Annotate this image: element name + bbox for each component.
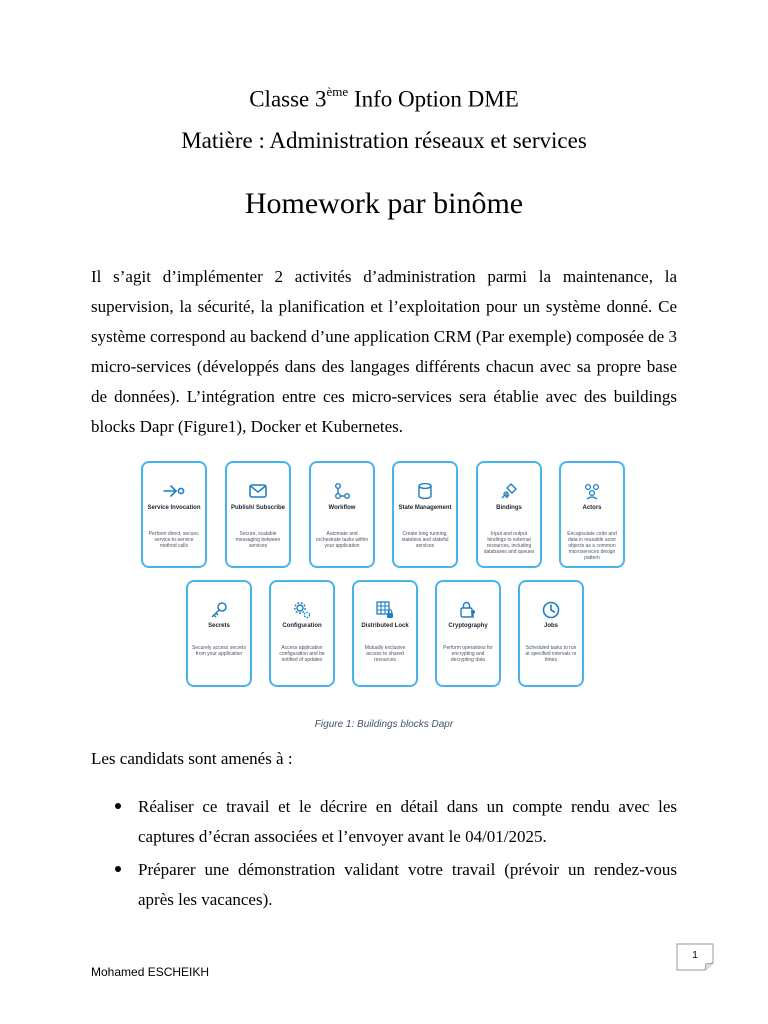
subject-heading: Matière : Administration réseaux et services (181, 128, 587, 153)
class-heading (0, 86, 768, 113)
people-group-icon (561, 481, 623, 501)
block-description: Secure, scalable messaging between services (235, 531, 281, 549)
block-description: Automate and orchestrate tasks within your application (315, 531, 369, 549)
figure-caption: Figure 1: Buildings blocks Dapr (314, 719, 454, 730)
block-title: Distributed Lock (361, 623, 409, 629)
block-description: Create long running, stateless and stateful services (401, 531, 449, 549)
arrow-right-circle-icon (143, 481, 205, 501)
document-title: Homework par binôme (244, 187, 524, 220)
block-title: Configuration (282, 623, 322, 629)
plug-icon (478, 481, 540, 501)
key-icon (188, 600, 250, 620)
bullet-icon (115, 866, 121, 872)
block-title: State Management (398, 505, 452, 511)
block-card-service-invocation (141, 461, 207, 568)
block-description: Mutually exclusive access to shared resources (364, 645, 406, 663)
block-title: Service Invocation (147, 505, 201, 511)
block-title: Bindings (496, 505, 522, 511)
block-card-workflow (309, 461, 375, 568)
candidates-lead: Les candidats sont amenés à : (91, 749, 293, 768)
block-description: Securely access secrets from your application (192, 645, 246, 657)
page-number: 1 (692, 950, 698, 961)
block-description: Scheduled tasks to run at specified intervals or times (525, 645, 577, 663)
database-icon (394, 481, 456, 501)
list-item (91, 792, 677, 852)
bullet-icon (115, 803, 121, 809)
envelope-icon (227, 481, 289, 501)
block-description: Perform direct, secure, service-to-service method calls (148, 531, 200, 549)
author-name: Mohamed ESCHEIKH (91, 965, 210, 979)
block-title: Workflow (328, 505, 356, 511)
block-title: Secrets (208, 623, 230, 629)
list-item (91, 855, 677, 915)
page-number-box (676, 943, 714, 971)
class-suffix: Info Option DME (348, 86, 519, 112)
block-description: Input and output bindings to external resources, including databases and queues (483, 531, 535, 555)
gears-icon (271, 600, 333, 620)
dapr-building-blocks-figure (141, 461, 629, 693)
block-card-state-management (392, 461, 458, 568)
clock-icon (520, 600, 582, 620)
block-card-publish-subscribe (225, 461, 291, 568)
task-list (91, 792, 677, 918)
intro-paragraph: Il s’agit d’implémenter 2 activités d’administration parmi la maintenance, la supervision, la sécurité, la planification et l’exploitation pour un système donné. Ce système correspond au backend d’une application CRM (Par exemple) composée de 3 micro-services (développés dans des langages différents chacun avec sa propre base de données). L’intégration entre ces micro-services sera établie avec des buildings blocks Dapr (Figure1), Docker et Kubernetes. (91, 267, 677, 436)
block-card-secrets (186, 580, 252, 687)
block-card-cryptography (435, 580, 501, 687)
block-card-jobs (518, 580, 584, 687)
list-item-text: Réaliser ce travail et le décrire en détail dans un compte rendu avec les captures d’écran associées et l’envoyer avant le 04/01/2025. (138, 797, 677, 846)
class-prefix: Classe 3 (249, 86, 327, 112)
block-card-configuration (269, 580, 335, 687)
block-card-bindings (476, 461, 542, 568)
block-title: Actors (582, 505, 602, 511)
list-item-text: Préparer une démonstration validant votre travail (prévoir un rendez-vous après les vacances). (138, 860, 677, 909)
block-title: Publish/ Subscribe (230, 505, 285, 511)
block-description: Encapsulate code and data in reusable actor objects as a common microservices design pattern (567, 531, 617, 561)
block-card-distributed-lock (352, 580, 418, 687)
grid-lock-icon (354, 600, 416, 620)
block-card-actors (559, 461, 625, 568)
class-superscript: ème (326, 84, 349, 99)
block-description: Access application configuration and be notified of updates (279, 645, 325, 663)
block-title: Cryptography (448, 623, 488, 629)
block-description: Perform operations for encrypting and decrypting data (443, 645, 493, 663)
lock-key-icon (437, 600, 499, 620)
block-title: Jobs (543, 623, 558, 629)
workflow-nodes-icon (311, 481, 373, 501)
